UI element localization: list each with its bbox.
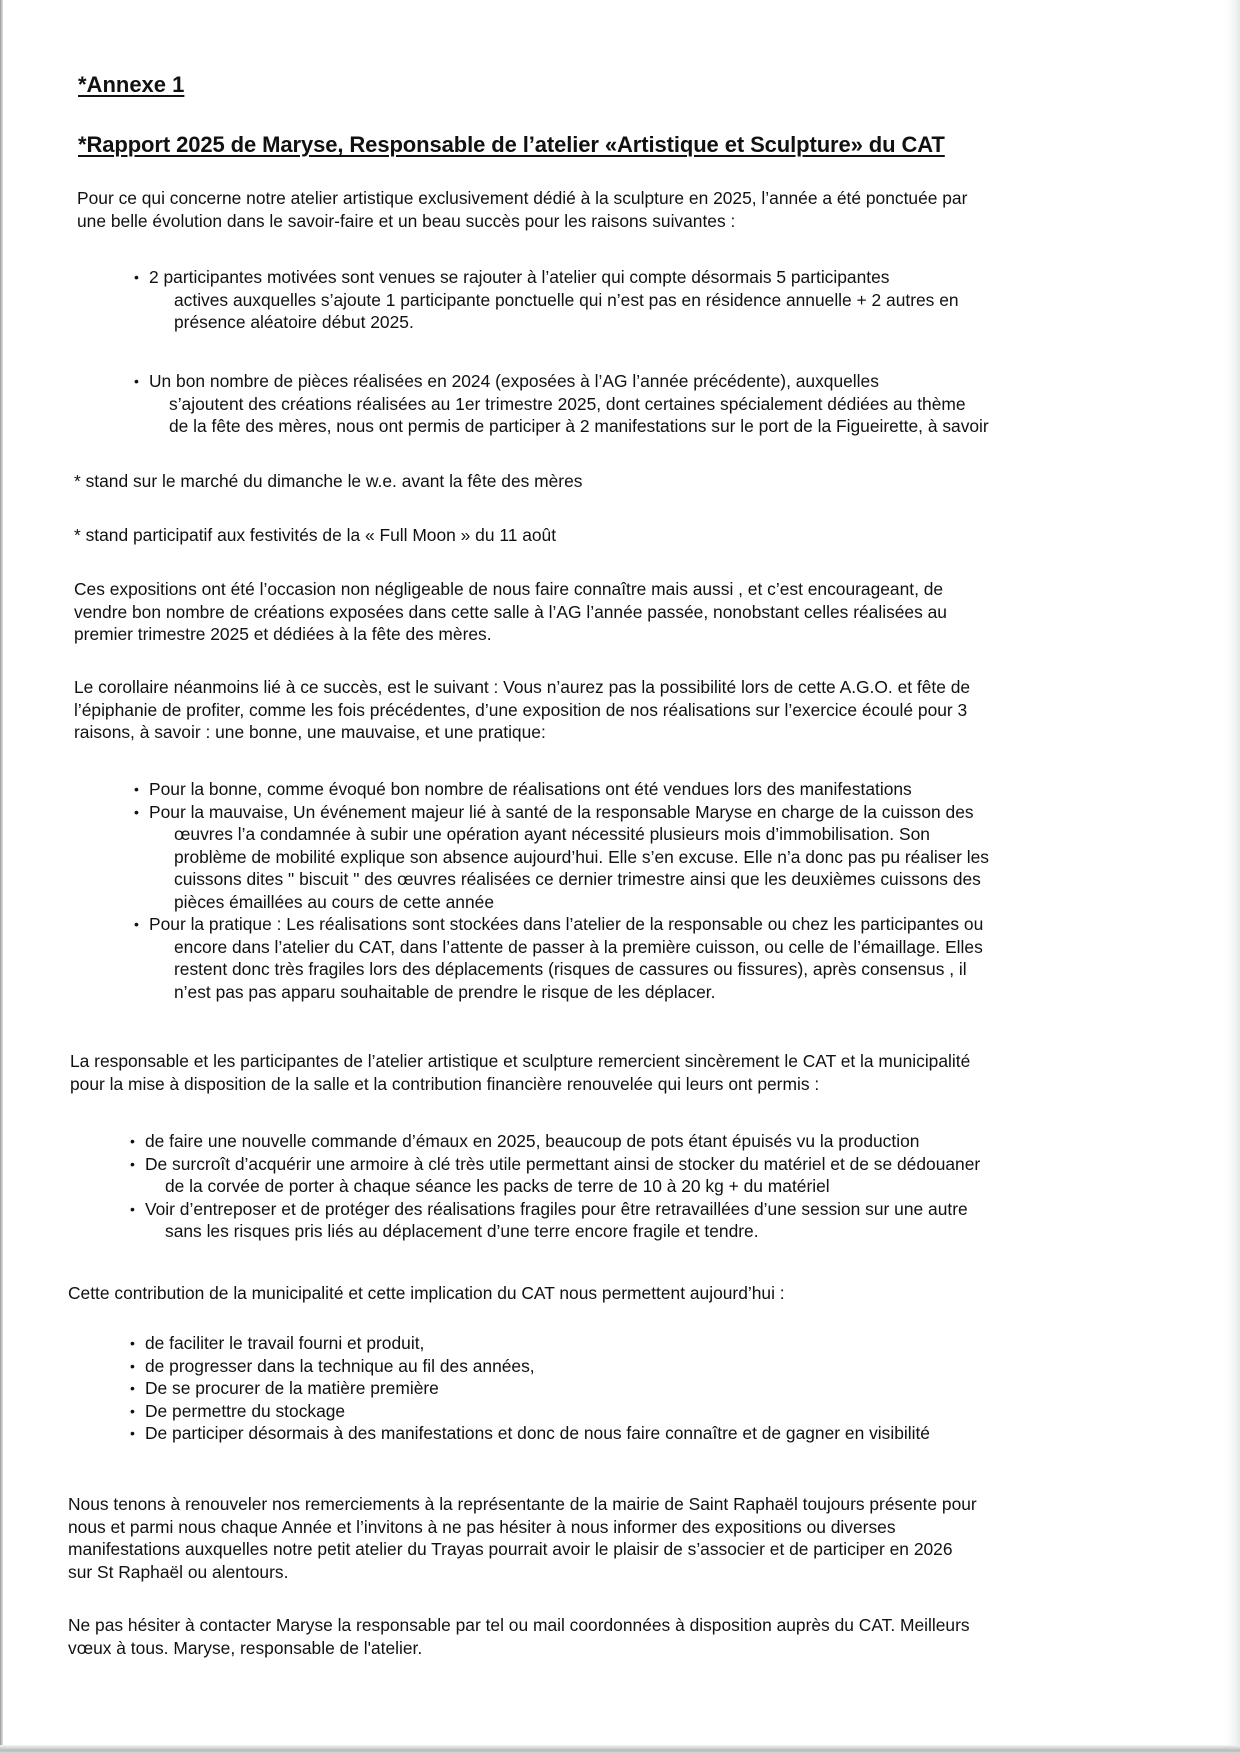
bullet-icon: • xyxy=(130,1200,135,1217)
scan-border-right xyxy=(1226,0,1240,1753)
text-line: premier trimestre 2025 et dédiées à la fête des mères. xyxy=(74,624,492,644)
text-line: Ne pas hésiter à contacter Maryse la responsable par tel ou mail coordonnées à disposition auprès du CAT. Meilleurs xyxy=(68,1615,970,1635)
list-item xyxy=(134,913,989,1003)
list-item xyxy=(130,1400,930,1423)
text-line: de progresser dans la technique au fil des années, xyxy=(145,1355,535,1376)
list-item xyxy=(134,370,989,438)
text-line: manifestations auxquelles notre petit atelier du Trayas pourrait avoir le plaisir de s’associer et de participer en 2026 xyxy=(68,1539,953,1559)
text-line: de la fête des mères, nous ont permis de participer à 2 manifestations sur le port de la Figueirette, à savoir xyxy=(169,416,989,436)
text-line: Pour la bonne, comme évoqué bon nombre de réalisations ont été vendues lors des manifestations xyxy=(149,779,912,799)
text-line: Un bon nombre de pièces réalisées en 2024 (exposées à l’AG l’année précédente), auxquelles xyxy=(149,371,879,391)
three-reasons-list xyxy=(134,778,989,1003)
text-line: De surcroît d’acquérir une armoire à clé très utile permettant ainsi de stocker du matériel et de se dédouaner xyxy=(145,1153,981,1174)
text-line: De se procurer de la matière première xyxy=(145,1378,439,1398)
bullet-icon: • xyxy=(130,1357,135,1374)
list-item xyxy=(134,778,989,801)
permitted-list xyxy=(130,1130,980,1243)
text-line: Nous tenons à renouveler nos remerciements à la représentante de la mairie de Saint Raphaël toujours présente pour xyxy=(68,1494,977,1514)
text-line: n’est pas pas apparu souhaitable de prendre le risque de les déplacer. xyxy=(174,981,716,1002)
list-item xyxy=(130,1355,930,1378)
benefits-list xyxy=(130,1332,930,1445)
text-line: De permettre du stockage xyxy=(145,1400,346,1421)
bullet-icon: • xyxy=(134,269,139,285)
bullet-icon: • xyxy=(130,1380,135,1396)
reasons-list xyxy=(134,266,959,334)
scan-border-left xyxy=(0,0,3,1753)
text-line: Ces expositions ont été l’occasion non négligeable de nous faire connaître mais aussi , et c’est encourageant, de xyxy=(74,579,944,599)
closing-paragraph xyxy=(68,1614,1168,1659)
text-line: de la corvée de porter à chaque séance les packs de terre de 10 à 20 kg + du matériel xyxy=(165,1176,830,1196)
text-line: l’épiphanie de profiter, comme les fois précédentes, d’une exposition de nos réalisations sur l’exercice écoulé pour 3 xyxy=(74,699,968,720)
text-line: Pour la mauvaise, Un événement majeur lié à santé de la responsable Maryse en charge de la cuisson des xyxy=(149,801,974,822)
text-line: 2 participantes motivées sont venues se rajouter à l’atelier qui compte désormais 5 participantes xyxy=(149,267,890,287)
report-title: *Rapport 2025 de Maryse, Responsable de l’atelier «Artistique et Sculpture» du CAT xyxy=(78,132,945,157)
text-line: Pour la pratique : Les réalisations sont stockées dans l’atelier de la responsable ou chez les participantes ou xyxy=(149,914,984,934)
bullet-icon: • xyxy=(134,803,139,820)
text-line: vœux à tous. Maryse, responsable de l'atelier. xyxy=(68,1637,423,1658)
bullet-icon: • xyxy=(130,1402,135,1419)
text-line: pièces émaillées au cours de cette année xyxy=(174,891,494,912)
text-line: Pour ce qui concerne notre atelier artistique exclusivement dédié à la sculpture en 2025, l’année a été ponctuée par xyxy=(77,188,968,208)
text-line: La responsable et les participantes de l’atelier artistique et sculpture remercient sincèrement le CAT et la municipalité xyxy=(70,1051,971,1071)
text-line: sans les risques pris liés au déplacement d’une terre encore fragile et tendre. xyxy=(165,1221,759,1241)
text-line: œuvres l’a condamnée à subir une opération ayant nécessité plusieurs mois d’immobilisation. Son xyxy=(174,824,930,844)
scan-border-bottom xyxy=(0,1745,1240,1753)
text-line: Voir d’entreposer et de protéger des réalisations fragiles pour être retravaillées d’une session sur une autre xyxy=(145,1198,968,1219)
list-item xyxy=(130,1198,980,1243)
bullet-icon: • xyxy=(134,916,139,932)
text-line: De participer désormais à des manifestations et donc de nous faire connaître et de gagner en visibilité xyxy=(145,1423,930,1443)
list-item xyxy=(130,1332,930,1355)
event-item: * stand participatif aux festivités de la « Full Moon » du 11 août xyxy=(74,525,557,545)
text-line: actives auxquelles s’ajoute 1 participante ponctuelle qui n’est pas en résidence annuelle + 2 autres en xyxy=(174,289,959,310)
list-item xyxy=(130,1130,980,1153)
list-item xyxy=(130,1153,980,1198)
text-line: s’ajoutent des créations réalisées au 1er trimestre 2025, dont certaines spécialement dédiées au thème xyxy=(169,393,966,414)
expositions-paragraph xyxy=(74,578,1174,646)
text-line: vendre bon nombre de créations exposées dans cette salle à l’AG l’année passée, nonobstant celles réalisées au xyxy=(74,601,947,622)
reasons-list-2 xyxy=(134,370,989,438)
text-line: Le corollaire néanmoins lié à ce succès, est le suivant : Vous n’aurez pas la possibilité lors de cette A.G.O. et fête de xyxy=(74,677,971,697)
text-line: présence aléatoire début 2025. xyxy=(174,312,414,332)
annex-title: *Annexe 1 xyxy=(78,72,185,97)
text-line: de faire une nouvelle commande d’émaux en 2025, beaucoup de pots étant épuisés vu la production xyxy=(145,1131,920,1151)
contribution-paragraph xyxy=(68,1282,1168,1305)
list-item xyxy=(130,1422,930,1445)
bullet-icon: • xyxy=(130,1335,135,1351)
text-line: pour la mise à disposition de la salle et la contribution financière renouvelée qui leurs ont permis : xyxy=(70,1073,820,1094)
list-item xyxy=(134,266,959,334)
list-item xyxy=(130,1377,930,1400)
bullet-icon: • xyxy=(130,1155,135,1172)
text-line: Cette contribution de la municipalité et cette implication du CAT nous permettent aujourd’hui : xyxy=(68,1283,785,1303)
text-line: une belle évolution dans le savoir-faire et un beau succès pour les raisons suivantes : xyxy=(77,210,736,231)
corollary-paragraph xyxy=(74,676,1174,744)
text-line: de faciliter le travail fourni et produit, xyxy=(145,1333,425,1353)
list-item xyxy=(134,801,989,914)
text-line: problème de mobilité explique son absence aujourd’hui. Elle s’en excuse. Elle n’a donc pas pu réaliser les xyxy=(174,846,989,867)
event-item: * stand sur le marché du dimanche le w.e. avant la fête des mères xyxy=(74,471,583,491)
text-line: encore dans l’atelier du CAT, dans l’attente de passer à la première cuisson, ou celle de l’émaillage. Elles xyxy=(174,936,983,957)
renew-thanks-paragraph xyxy=(68,1493,1168,1583)
bullet-icon: • xyxy=(134,373,139,389)
text-line: sur St Raphaël ou alentours. xyxy=(68,1561,289,1582)
text-line: cuissons dites " biscuit " des œuvres réalisées ce dernier trimestre ainsi que les deuxièmes cuissons des xyxy=(174,869,981,889)
bullet-icon: • xyxy=(130,1133,135,1149)
bullet-icon: • xyxy=(130,1425,135,1441)
text-line: raisons, à savoir : une bonne, une mauvaise, et une pratique: xyxy=(74,722,546,742)
bullet-icon: • xyxy=(134,781,139,797)
thanks-paragraph xyxy=(70,1050,1170,1095)
text-line: restent donc très fragiles lors des déplacements (risques de cassures ou fissures), après consensus , il xyxy=(174,959,967,979)
intro-paragraph xyxy=(77,187,1177,232)
text-line: nous et parmi nous chaque Année et l’invitons à ne pas hésiter à nous informer des expositions ou diverses xyxy=(68,1516,896,1537)
